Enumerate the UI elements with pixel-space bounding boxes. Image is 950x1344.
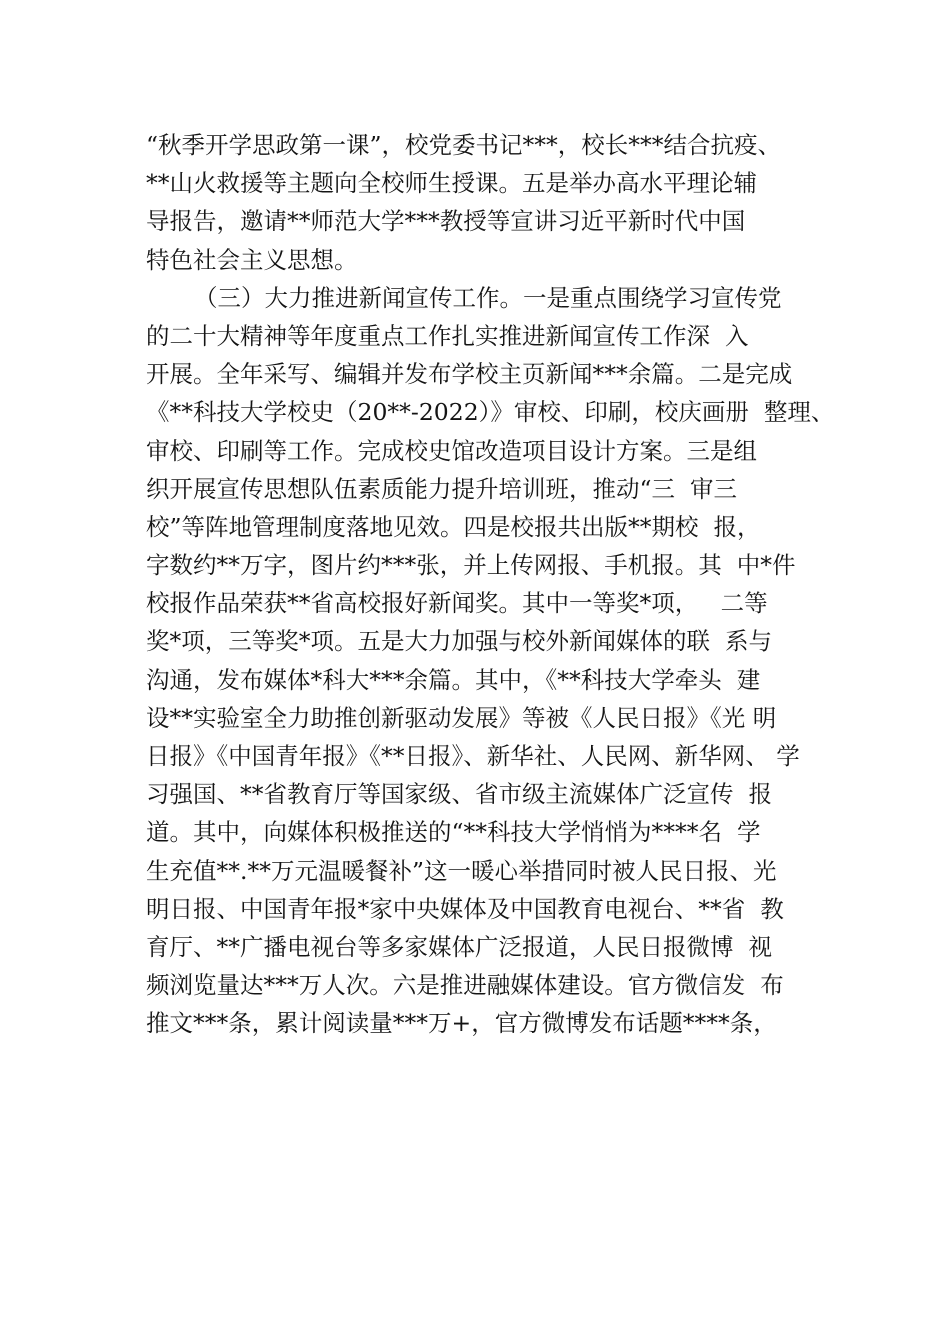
text-line: 开展。全年采写、编辑并发布学校主页新闻***余篇。二是完成 [146, 360, 793, 389]
text-line: 推文***条，累计阅读量***万+，官方微博发布话题****条， [146, 1009, 777, 1038]
text-line: 校”等阵地管理制度落地见效。四是校报共出版**期校 报， [146, 512, 761, 541]
text-line: 字数约**万字，图片约***张，并上传网报、手机报。其 中*件 [146, 551, 796, 580]
text-line: 习强国、**省教育厅等国家级、省市级主流媒体广泛宣传 报 [146, 780, 772, 809]
text-line: “秋季开学思政第一课”，校党委书记***，校长***结合抗疫、 [146, 131, 782, 159]
text-line: 奖*项，三等奖*项。五是大力加强与校外新闻媒体的联 系与 [146, 627, 772, 656]
text-line: 日报》《中国青年报》《**日报》、新华社、人民网、新华网、 学 [146, 742, 800, 770]
text-line: 导报告，邀请**师范大学***教授等宣讲习近平新时代中国 [146, 207, 746, 236]
text-line: 《**科技大学校史（20**-2022）》审校、印刷，校庆画册 整理、 [146, 398, 835, 427]
text-line: 的二十大精神等年度重点工作扎实推进新闻宣传工作深 入 [146, 321, 749, 350]
section-heading-line: （三）大力推进新闻宣传工作。一是重点围绕学习宣传党 [194, 283, 782, 312]
text-line: 特色社会主义思想。 [146, 245, 358, 274]
text-line: 明日报、中国青年报*家中央媒体及中国教育电视台、**省 教 [146, 894, 784, 923]
body-text [146, 126, 846, 1043]
text-line: 道。其中，向媒体积极推送的“**科技大学悄悄为****名 学 [146, 818, 761, 847]
text-line: 频浏览量达***万人次。六是推进融媒体建设。官方微信发 布 [146, 971, 784, 1000]
text-line: 育厅、**广播电视台等多家媒体广泛报道，人民日报微博 视 [146, 932, 772, 961]
text-line: 审校、印刷等工作。完成校史馆改造项目设计方案。三是组 [146, 436, 757, 465]
text-line: **山火救援等主题向全校师生授课。五是举办高水平理论辅 [146, 169, 757, 198]
text-line: 生充值**.**万元温暖餐补”这一暖心举措同时被人民日报、光 [146, 856, 777, 885]
text-line: 织开展宣传思想队伍素质能力提升培训班，推动“三 审三 [146, 474, 737, 503]
text-line: 设**实验室全力助推创新驱动发展》等被《人民日报》《光 明 [146, 703, 777, 732]
text-line: 校报作品荣获**省高校报好新闻奖。其中一等奖*项， 二等 [146, 589, 768, 618]
text-line: 沟通，发布媒体*科大***余篇。其中，《**科技大学牵头 建 [146, 665, 761, 694]
